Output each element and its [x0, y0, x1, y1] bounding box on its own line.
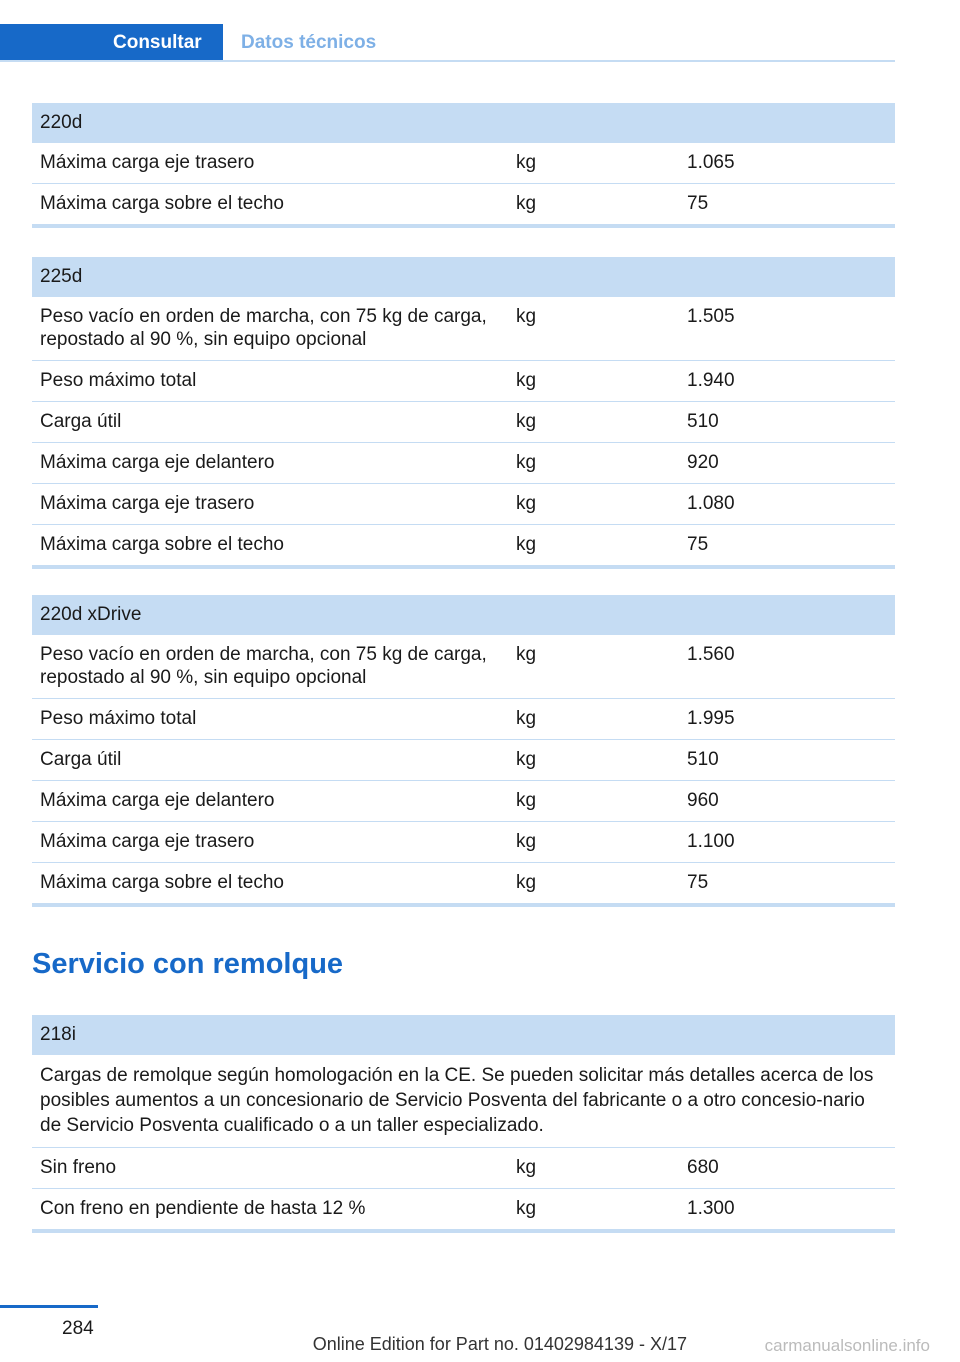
table-header: 218i [32, 1015, 895, 1055]
table-row [32, 402, 895, 443]
row-value: 920 [687, 452, 719, 473]
towing-note: Cargas de remolque según homologación en la CE. Se pueden solicitar más detalles acerca de los posibles aumentos a un concesionario de Servicio Posventa del fabricante o a otro concesio‐nario de Servicio Posventa cualificado o a un taller especializado. [32, 1055, 895, 1148]
row-value: 1.560 [687, 644, 735, 665]
row-label: Máxima carga eje delantero [40, 452, 275, 473]
table-row [32, 525, 895, 569]
row-value: 680 [687, 1157, 719, 1178]
row-label: Máxima carga eje delantero [40, 790, 275, 811]
table-row [32, 297, 895, 361]
row-unit: kg [516, 306, 537, 327]
row-unit: kg [516, 644, 537, 665]
row-unit: kg [516, 452, 537, 473]
row-unit: kg [516, 1198, 537, 1219]
row-value: 1.505 [687, 306, 735, 327]
table-row [32, 699, 895, 740]
row-value: 75 [687, 534, 709, 555]
row-unit: kg [516, 370, 537, 391]
page-number: 284 [62, 1318, 94, 1339]
row-unit: kg [516, 493, 537, 514]
table-row [32, 361, 895, 402]
table-row [32, 484, 895, 525]
tab-datos-tecnicos[interactable]: Datos técnicos [241, 32, 377, 53]
row-label: Peso vacío en orden de marcha, con 75 kg de carga, repostado al 90 %, sin equipo opcional [40, 644, 487, 688]
table-header: 220d xDrive [32, 595, 895, 635]
row-value: 510 [687, 411, 719, 432]
table-row [32, 143, 895, 184]
watermark: carmanualsonline.info [764, 1336, 930, 1355]
row-label: Máxima carga sobre el techo [40, 193, 284, 214]
chapter-tabs [0, 24, 895, 62]
row-label: Carga útil [40, 411, 122, 432]
row-label: Peso vacío en orden de marcha, con 75 kg de carga, repostado al 90 %, sin equipo opcional [40, 306, 487, 350]
row-unit: kg [516, 1157, 537, 1178]
footer-edition: Online Edition for Part no. 01402984139 - X/17 [312, 1334, 687, 1354]
table-header: 220d [32, 103, 895, 143]
row-label: Sin freno [40, 1157, 117, 1178]
page-number-rule [0, 1305, 98, 1308]
table-220d [32, 103, 895, 228]
row-label: Carga útil [40, 749, 122, 770]
row-value: 960 [687, 790, 719, 811]
table-225d [32, 257, 895, 569]
row-value: 1.300 [687, 1198, 735, 1219]
table-row [32, 1189, 895, 1233]
row-value: 1.065 [687, 152, 735, 173]
row-value: 1.995 [687, 708, 735, 729]
table-row [32, 635, 895, 699]
row-unit: kg [516, 831, 537, 852]
table-row [32, 781, 895, 822]
row-value: 1.100 [687, 831, 735, 852]
row-label: Máxima carga sobre el techo [40, 872, 284, 893]
tab-consultar[interactable]: Consultar [0, 24, 223, 62]
row-label: Con freno en pendiente de hasta 12 % [40, 1198, 366, 1219]
row-unit: kg [516, 749, 537, 770]
row-unit: kg [516, 193, 537, 214]
table-row [32, 443, 895, 484]
table-220d-xdrive [32, 595, 895, 907]
row-label: Máxima carga eje trasero [40, 831, 255, 852]
row-unit: kg [516, 872, 537, 893]
row-value: 1.940 [687, 370, 735, 391]
table-header: 225d [32, 257, 895, 297]
table-row [32, 740, 895, 781]
table-row [32, 863, 895, 907]
table-row [32, 184, 895, 228]
table-row [32, 822, 895, 863]
row-label: Peso máximo total [40, 370, 197, 391]
row-label: Máxima carga eje trasero [40, 493, 255, 514]
row-unit: kg [516, 411, 537, 432]
row-label: Máxima carga eje trasero [40, 152, 255, 173]
row-value: 1.080 [687, 493, 735, 514]
row-unit: kg [516, 152, 537, 173]
row-unit: kg [516, 534, 537, 555]
table-218i-towing [32, 1015, 895, 1233]
tab-underline [0, 60, 895, 62]
row-value: 75 [687, 193, 709, 214]
row-unit: kg [516, 708, 537, 729]
row-value: 75 [687, 872, 709, 893]
row-value: 510 [687, 749, 719, 770]
row-unit: kg [516, 790, 537, 811]
row-label: Máxima carga sobre el techo [40, 534, 284, 555]
table-row [32, 1148, 895, 1189]
row-label: Peso máximo total [40, 708, 197, 729]
section-title: Servicio con remolque [32, 948, 344, 980]
